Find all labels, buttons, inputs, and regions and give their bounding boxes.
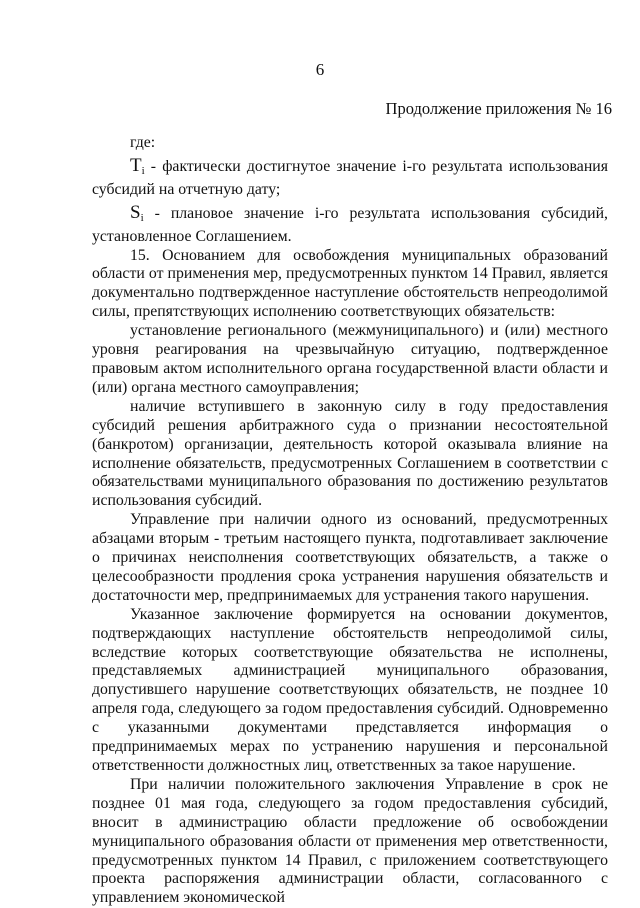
document-body — [92, 134, 608, 908]
formula-s-text: - плановое значение i-го результата использования субсидий, установленное Соглашением. — [92, 204, 608, 245]
formula-t-symbol: T — [130, 154, 142, 176]
formula-s-subscript: i — [140, 211, 144, 224]
paragraph-department-conclusion: Управление при наличии одного из оснований, предусмотренных абзацами вторым - третьим настоящего пункта, подготавливает заключение о причинах неисполнения соответствующих обязательств, а также о целесообразности продления срока устранения нарушения обязательств и достаточности мер, предпринимаемых для устранения такого нарушения. — [92, 511, 608, 604]
appendix-header: Продолжение приложения № 16 — [385, 99, 612, 118]
formula-t-definition — [92, 154, 608, 200]
formula-s-symbol: S — [130, 201, 141, 223]
page-number: 6 — [315, 60, 325, 79]
formula-t-text: - фактически достигнутое значение i-го результата использования субсидий на отчетную дату; — [92, 157, 608, 198]
paragraph-positive-conclusion: При наличии положительного заключения Управление в срок не позднее 01 мая года, следующего за годом предоставления субсидий, вносит в администрацию области предложение об освобождении муниципального образования области от применения мер ответственности, предусмотренных пунктом 14 Правил, с приложением соответствующего проекта распоряжения администрации области, согласованного с управлением экономической — [92, 775, 608, 907]
paragraph-conclusion-basis: Указанное заключение формируется на основании документов, подтверждающих наступление обстоятельств непреодолимой силы, вследствие которых соответствующие обязательства не исполнены, представляемых администрацией муниципального образования, допустившего нарушение соответствующих обязательств, не позднее 10 апреля года, следующего за годом предоставления субсидий. Одновременно с указанными документами представляется информация о предпринимаемых мерах по устранению нарушения и персональной ответственности должностных лиц, ответственных за такое нарушение. — [92, 605, 608, 774]
formula-s-definition — [92, 201, 608, 247]
paragraph-emergency-response: установление регионального (межмуниципального) и (или) местного уровня реагирования на чрезвычайную ситуацию, подтвержденное правовым актом исполнительного органа государственной власти области и (или) органа местного самоуправления; — [92, 322, 608, 396]
paragraph-court-decision: наличие вступившего в законную силу в году предоставления субсидий решения арбитражного суда о признании несостоятельной (банкротом) организации, деятельность которой оказывала влияние на исполнение обязательств, предусмотренных Соглашением в соответствии с обязательствами муниципального образования по достижению результатов использования субсидий. — [92, 397, 608, 510]
paragraph-15-grounds: 15. Основанием для освобождения муниципальных образований области от применения мер, предусмотренных пунктом 14 Правил, является документально подтвержденное наступление обстоятельств непреодолимой силы, препятствующих исполнению соответствующих обязательств: — [92, 246, 608, 321]
formula-t-subscript: i — [141, 164, 145, 177]
where-label: где: — [130, 134, 156, 151]
